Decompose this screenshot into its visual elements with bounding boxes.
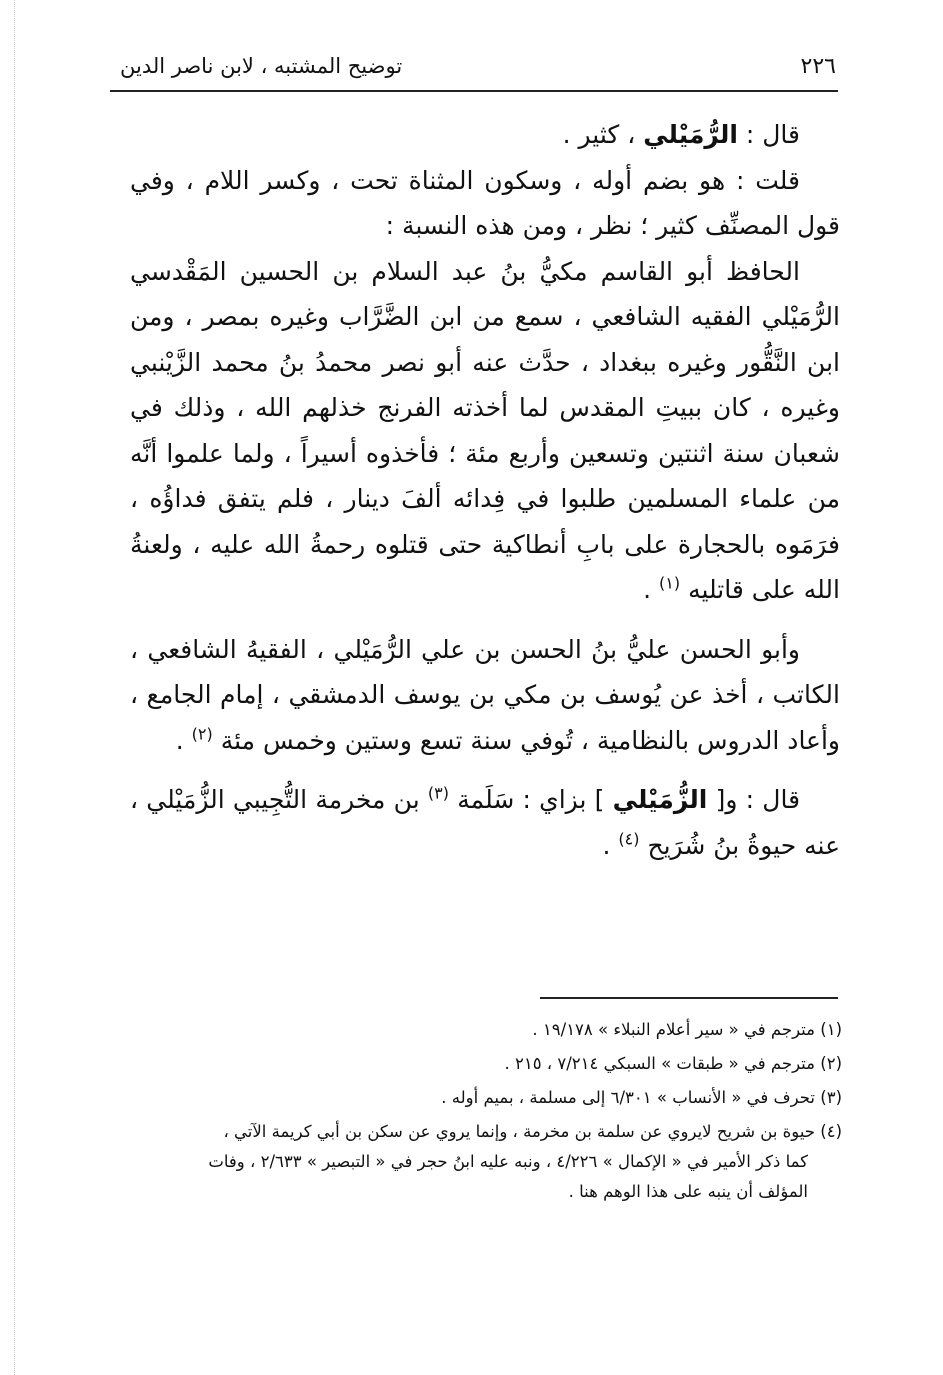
paragraph-5-rest: بن مخرمة التُّجِيبي الزُّمَيْلي ، عنه حيوةُ بنُ شُرَيح bbox=[130, 785, 840, 860]
paragraph-1-rest: ، كثير . bbox=[562, 120, 644, 149]
footnote-divider bbox=[540, 997, 838, 999]
header-divider bbox=[110, 90, 838, 92]
paragraph-5-mid: ] بزاي : سَلَمة bbox=[457, 785, 613, 814]
footnote-ref-3: (٣) bbox=[427, 783, 449, 803]
footnote-4-line-3: المؤلف أن ينبه على هذا الوهم هنا . bbox=[568, 1182, 808, 1201]
paragraph-2 bbox=[130, 158, 840, 249]
main-text bbox=[130, 112, 840, 868]
paragraph-3-end: . bbox=[643, 575, 660, 604]
paragraph-1-lead: قال : bbox=[737, 120, 800, 149]
footnote-ref-2: (٢) bbox=[191, 724, 213, 744]
footnote-1: (١) مترجم في « سير أعلام النبلاء » ١٩/١٧٨ . bbox=[532, 1020, 842, 1039]
footnote-4-line-1: (٤) حيوة بن شريح لايروي عن سلمة بن مخرمة ، وإنما يروي عن سكن بن أبي كريمة الآتي ، bbox=[223, 1122, 842, 1141]
scan-edge bbox=[14, 0, 16, 1375]
footnote-3: (٣) تحرف في « الأنساب » ٦/٣٠١ إلى مسلمة ، بميم أوله . bbox=[441, 1088, 842, 1107]
paragraph-3 bbox=[130, 249, 840, 613]
paragraph-5 bbox=[130, 777, 840, 868]
paragraph-5-end: . bbox=[602, 830, 619, 860]
entry-term-rumayli: الرُّمَيْلي bbox=[643, 120, 738, 149]
footnote-ref-4: (٤) bbox=[618, 829, 640, 849]
paragraph-4 bbox=[130, 627, 840, 764]
paragraph-2-text: قلت : هو بضم أوله ، وسكون المثناة تحت ، وكسر اللام ، وفي قول المصنِّف كثير ؛ نظر ، ومن هذه النسبة : bbox=[130, 165, 840, 240]
footnote-ref-1: (١) bbox=[659, 573, 681, 593]
paragraph-1 bbox=[130, 112, 840, 158]
footnote-4-line-2: كما ذكر الأمير في « الإكمال » ٤/٢٢٦ ، ونبه عليه ابنُ حجر في « التبصير » ٢/٦٣٣ ، وفات bbox=[208, 1152, 808, 1171]
paragraph-4-end: . bbox=[175, 725, 192, 755]
page-header bbox=[110, 50, 838, 90]
entry-term-zumayli: الزُّمَيْلي bbox=[612, 785, 708, 814]
footnotes bbox=[120, 1015, 842, 1211]
paragraph-4-text: وأبو الحسن عليُّ بنُ الحسن بن علي الرُّمَيْلي ، الفقيهُ الشافعي ، الكاتب ، أخذ عن يُوسف بن مكي بن يوسف الدمشقي ، إمام الجامع ، وأعاد الدروس بالنظامية ، تُوفي سنة تسع وستين وخمس مئة bbox=[130, 634, 840, 755]
footnote-2: (٢) مترجم في « طبقات » السبكي ٧/٢١٤ ، ٢١٥ . bbox=[504, 1054, 842, 1073]
paragraph-5-lead: قال : و[ bbox=[707, 785, 801, 814]
paragraph-3-text: الحافظ أبو القاسم مكيُّ بنُ عبد السلام بن الحسين المَقْدسي الرُّمَيْلي الفقيه الشافعي ، سمع من ابن الضَّرَّاب وغيره بمصر ، ومن ابن النَّقُّور وغيره ببغداد ، حدَّث عنه أبو نصر محمدُ بنُ محمد الزَّيْنبي وغيره ، كان ببيتِ المقدس لما أخذته الفرنج خذلهم الله ، وذلك في شعبان سنة اثنتين وتسعين وأربع مئة ؛ فأخذوه أسيراً ، ولما علموا أنَّه من علماء المسلمين طلبوا في فِدائه ألفَ دينار ، فلم يتفق فداؤُه ، فرَمَوه بالحجارة على بابِ أنطاكية حتى قتلوه رحمةُ الله عليه ، ولعنةُ الله على قاتليه bbox=[130, 256, 840, 604]
page-number: ٢٢٦ bbox=[800, 54, 836, 79]
running-title: توضيح المشتبه ، لابن ناصر الدين bbox=[120, 54, 403, 78]
